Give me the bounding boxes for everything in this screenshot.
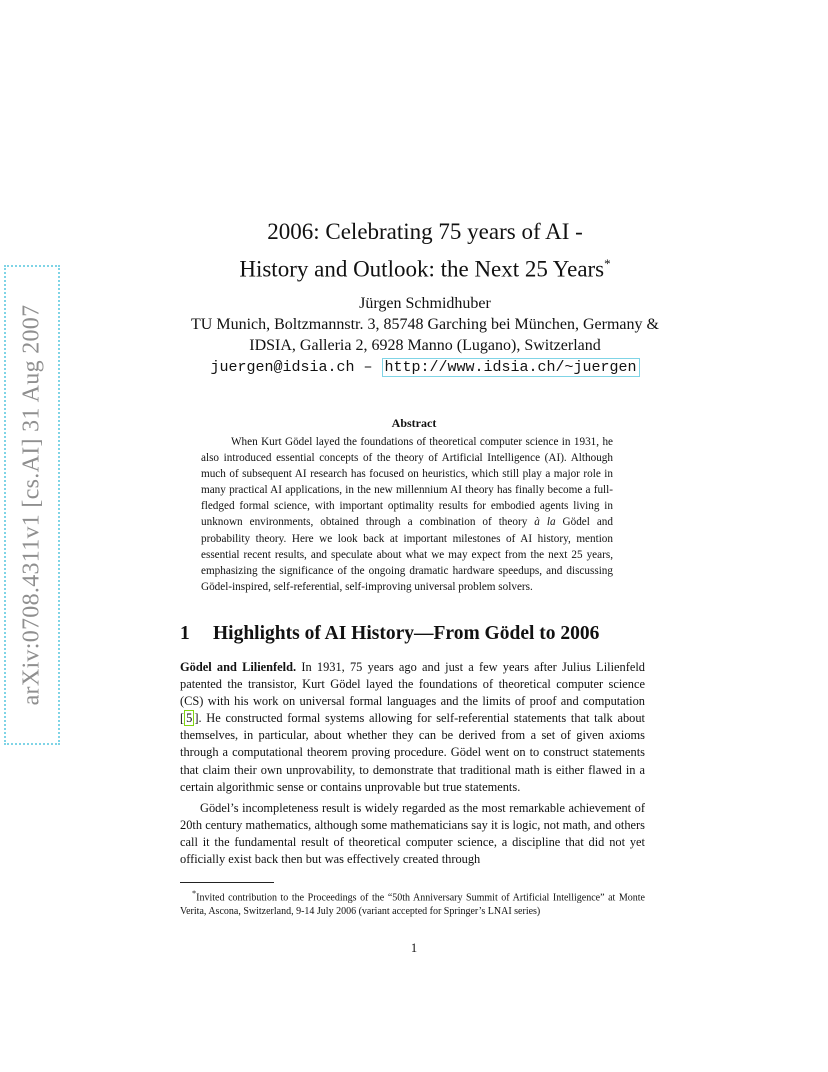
title-line-1: 2006: Celebrating 75 years of AI - [267,219,583,244]
arxiv-stamp-text: arXiv:0708.4311v1 [cs.AI] 31 Aug 2007 [18,304,45,706]
footnote-text: Invited contribution to the Proceedings of the “50th Anniversary Summit of Artificial Intelligence” at Monte Verita, Ascona, Switzerland, 9-14 July 2006 (variant accepted for Springer’s LNAI series) [180,892,645,917]
contact-separator: – [354,359,382,376]
author-email[interactable]: juergen@idsia.ch [210,359,355,376]
footnote [180,887,645,919]
title-line-2 [140,248,710,286]
abstract-text-part-1: When Kurt Gödel layed the foundations of theoretical computer science in 1931, he also introduced essential concepts of the theory of Artificial Intelligence (AI). Although much of subsequent AI research has focused on heuristics, which still play a major role in many practical AI applications, in the new millennium AI theory has finally become a full-fledged formal science, with important optimality results for embodied agents living in unknown environments, obtained through a combination of theory [201,436,613,529]
author-block [120,293,730,378]
section-heading [180,623,599,645]
author-affiliation-1: TU Munich, Boltzmannstr. 3, 85748 Garching bei München, Germany & [191,316,659,333]
author-url-link[interactable]: http://www.idsia.ch/~juergen [382,358,640,377]
section-title: Highlights of AI History—From Gödel to 2006 [213,623,600,644]
abstract-italic-phrase: à la [534,516,556,529]
section-number: 1 [180,623,190,644]
author-name: Jürgen Schmidhuber [359,295,491,312]
author-affiliation-2: IDSIA, Galleria 2, 6928 Manno (Lugano), Switzerland [249,337,601,354]
abstract-text [201,434,613,595]
author-contact [120,356,730,378]
abstract-heading: Abstract [391,416,437,430]
footnote-mark: * [192,889,197,898]
title-line-2-text: History and Outlook: the Next 25 Years [239,256,605,282]
arxiv-stamp [4,265,60,745]
citation-link[interactable]: 5 [186,711,193,726]
paragraph-1-part-2: ]. He constructed formal systems allowing for self-referential statements that talk about themselves, in particular, about whether they can be derived from a set of given axioms through a computational theorem proving procedure. Gödel went on to construct statements that claim their own unprovability, to demonstrate that traditional math is either flawed in a certain algorithmic sense or contains unprovable but true statements. [180,711,645,794]
paragraph-lead-heading: Gödel and Lilienfeld. [180,660,297,674]
paper-title [140,216,710,286]
paragraph-1-part-1: In 1931, 75 years ago and just a few years after Julius Lilienfeld patented the transistor, Kurt Gödel layed the foundations of theoretical computer science (CS) with his work on universal formal languages and the limits of proof and computation [ [180,660,645,726]
title-footnote-mark: * [604,256,611,271]
page-number: 1 [410,941,418,955]
footnote-divider [180,882,274,883]
body-paragraph-1 [180,659,645,796]
body-paragraph-2: Gödel’s incompleteness result is widely regarded as the most remarkable achievement of 20th century mathematics, although some mathematicians say it is logic, not math, and others call it the fundamental result of theoretical computer science, a discipline that did not yet officially exist back then but was effectively created through [180,801,645,867]
abstract-text-part-2: Gödel and probability theory. Here we look back at important milestones of AI history, mention essential recent results, and speculate about what we may expect from the next 25 years, emphasizing the significance of the ongoing dramatic hardware speedups, and discussing Gödel-inspired, self-referential, self-improving universal problem solvers. [201,516,613,593]
